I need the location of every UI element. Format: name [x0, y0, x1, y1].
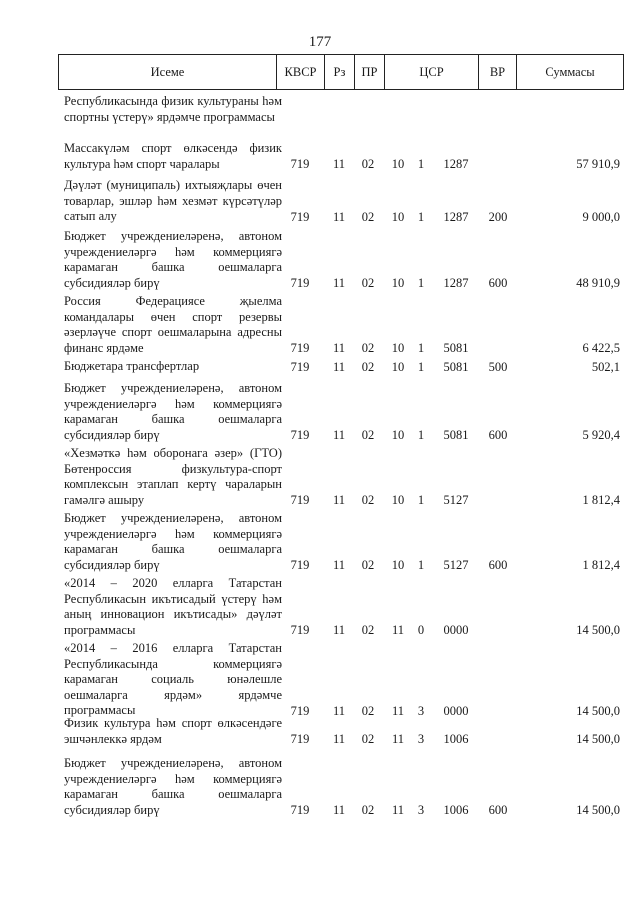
csr-part2-cell: 1 [417, 492, 425, 507]
row-name: Бюджет учреждениеләренә, автоном учреждениеләргә һәм коммерциягә карамаган башка оешмаларга субсидияләр бирү [64, 511, 282, 572]
table-row [0, 141, 640, 172]
pr-cell: 02 [361, 492, 375, 507]
csr-part1-cell: 10 [391, 209, 405, 224]
rz-cell: 11 [332, 209, 346, 224]
csr-part3-cell: 5081 [443, 340, 469, 355]
csr-part1-cell: 11 [391, 802, 405, 817]
row-name: Бюджет учреждениеләренә, автоном учреждениеләргә һәм коммерциягә карамаган башка оешмаларга субсидияләр бирү [64, 381, 282, 442]
csr-part2-cell: 1 [417, 427, 425, 442]
rz-cell: 11 [332, 340, 346, 355]
table-row [0, 294, 640, 356]
kvsr-cell: 719 [290, 492, 310, 507]
csr-part3-cell: 5081 [443, 359, 469, 374]
row-name: Бюджет учреждениеләренә, автоном учреждениеләргә һәм коммерциягә карамаган башка оешмаларга субсидияләр бирү [64, 756, 282, 817]
pr-cell: 02 [361, 427, 375, 442]
sum-cell: 14 500,0 [576, 703, 620, 718]
page-number: 177 [308, 34, 332, 50]
csr-part2-cell: 3 [417, 731, 425, 746]
table-row [0, 716, 640, 747]
csr-part2-cell: 1 [417, 359, 425, 374]
kvsr-cell: 719 [290, 359, 310, 374]
csr-part3-cell: 5127 [443, 492, 469, 507]
csr-part2-cell: 3 [417, 703, 425, 718]
csr-part2-cell: 0 [417, 622, 425, 637]
row-name: «2014 – 2020 елларга Татарстан Республикасын икътисадый үстерү һәм аның инновацион икътисады» дәүләт программасы [64, 576, 282, 637]
csr-part1-cell: 10 [391, 359, 405, 374]
csr-part2-cell: 1 [417, 275, 425, 290]
row-name: Бюджетара трансфертлар [64, 359, 200, 373]
csr-part3-cell: 1287 [443, 209, 469, 224]
csr-part2-cell: 1 [417, 209, 425, 224]
row-name: Республикасында физик культураны һәм спортны үстерү» ярдәмче программасы [64, 94, 282, 124]
sum-cell: 1 812,4 [582, 492, 620, 507]
rz-cell: 11 [332, 427, 346, 442]
csr-part3-cell: 1006 [443, 731, 469, 746]
table-header [58, 54, 624, 90]
header-vr: ВР [479, 55, 517, 89]
pr-cell: 02 [361, 156, 375, 171]
rz-cell: 11 [332, 802, 346, 817]
rz-cell: 11 [332, 703, 346, 718]
sum-cell: 57 910,9 [576, 156, 620, 171]
row-name: Физик культура һәм спорт өлкәсендәге эшчәнлеккә ярдәм [64, 716, 282, 746]
table-row [0, 446, 640, 508]
kvsr-cell: 719 [290, 802, 310, 817]
csr-part3-cell: 1006 [443, 802, 469, 817]
rz-cell: 11 [332, 156, 346, 171]
table-row [0, 576, 640, 638]
vr-cell: 600 [488, 802, 508, 817]
kvsr-cell: 719 [290, 703, 310, 718]
pr-cell: 02 [361, 557, 375, 572]
csr-part1-cell: 10 [391, 275, 405, 290]
table-row [0, 94, 640, 141]
csr-part2-cell: 3 [417, 802, 425, 817]
csr-part2-cell: 1 [417, 156, 425, 171]
sum-cell: 14 500,0 [576, 731, 620, 746]
row-name: «2014 – 2016 елларга Татарстан Республикасында коммерциягә карамаган социаль юнәлешле оешмаларга ярдәм» ярдәмче программасы [64, 641, 282, 717]
csr-part1-cell: 10 [391, 340, 405, 355]
vr-cell: 600 [488, 557, 508, 572]
vr-cell: 500 [488, 359, 508, 374]
csr-part1-cell: 10 [391, 427, 405, 442]
csr-part3-cell: 1287 [443, 275, 469, 290]
row-name: Дәүләт (муниципаль) ихтыяҗлары өчен товарлар, эшләр һәм хезмәт күрсәтүләр сатып алу [64, 178, 282, 223]
header-name: Исеме [59, 55, 277, 89]
sum-cell: 502,1 [591, 359, 620, 374]
sum-cell: 1 812,4 [582, 557, 620, 572]
sum-cell: 14 500,0 [576, 802, 620, 817]
csr-part3-cell: 5127 [443, 557, 469, 572]
sum-cell: 5 920,4 [582, 427, 620, 442]
csr-part1-cell: 10 [391, 492, 405, 507]
sum-cell: 14 500,0 [576, 622, 620, 637]
csr-part3-cell: 1287 [443, 156, 469, 171]
pr-cell: 02 [361, 622, 375, 637]
pr-cell: 02 [361, 340, 375, 355]
kvsr-cell: 719 [290, 557, 310, 572]
kvsr-cell: 719 [290, 156, 310, 171]
sum-cell: 48 910,9 [576, 275, 620, 290]
rz-cell: 11 [332, 622, 346, 637]
pr-cell: 02 [361, 731, 375, 746]
csr-part1-cell: 11 [391, 703, 405, 718]
header-kvsr: КВСР [277, 55, 325, 89]
pr-cell: 02 [361, 209, 375, 224]
header-rz: Рз [325, 55, 355, 89]
pr-cell: 02 [361, 275, 375, 290]
pr-cell: 02 [361, 802, 375, 817]
vr-cell: 600 [488, 275, 508, 290]
kvsr-cell: 719 [290, 209, 310, 224]
row-name: «Хезмәткә һәм оборонага әзер» (ГТО) Бөтенроссия физкультура-спорт комплексын этаплап кертү чараларын гамәлгә ашыру [64, 446, 282, 507]
kvsr-cell: 719 [290, 427, 310, 442]
row-name: Бюджет учреждениеләренә, автоном учреждениеләргә һәм коммерциягә карамаган башка оешмаларга субсидияләр бирү [64, 229, 282, 290]
csr-part1-cell: 10 [391, 557, 405, 572]
csr-part1-cell: 11 [391, 622, 405, 637]
rz-cell: 11 [332, 731, 346, 746]
csr-part2-cell: 1 [417, 557, 425, 572]
csr-part1-cell: 10 [391, 156, 405, 171]
sum-cell: 6 422,5 [582, 340, 620, 355]
table-row [0, 641, 640, 719]
rz-cell: 11 [332, 492, 346, 507]
vr-cell: 200 [488, 209, 508, 224]
csr-part3-cell: 0000 [443, 703, 469, 718]
rz-cell: 11 [332, 359, 346, 374]
table-row [0, 381, 640, 443]
header-pr: ПР [355, 55, 385, 89]
header-csr: ЦСР [385, 55, 479, 89]
pr-cell: 02 [361, 703, 375, 718]
kvsr-cell: 719 [290, 622, 310, 637]
row-name: Массакүләм спорт өлкәсендә физик культура һәм спорт чаралары [64, 141, 282, 171]
kvsr-cell: 719 [290, 340, 310, 355]
pr-cell: 02 [361, 359, 375, 374]
rz-cell: 11 [332, 275, 346, 290]
table-row [0, 756, 640, 818]
csr-part3-cell: 0000 [443, 622, 469, 637]
csr-part2-cell: 1 [417, 340, 425, 355]
sum-cell: 9 000,0 [582, 209, 620, 224]
kvsr-cell: 719 [290, 275, 310, 290]
table-row [0, 178, 640, 225]
table-row [0, 511, 640, 573]
header-sum: Суммасы [545, 65, 595, 79]
table-row [0, 229, 640, 291]
vr-cell: 600 [488, 427, 508, 442]
kvsr-cell: 719 [290, 731, 310, 746]
row-name: Россия Федерациясе җыелма командалары өчен спорт резервы әзерләүче спорт оешмаларына адресны финанс ярдәме [64, 294, 282, 355]
rz-cell: 11 [332, 557, 346, 572]
csr-part3-cell: 5081 [443, 427, 469, 442]
csr-part1-cell: 11 [391, 731, 405, 746]
table-row [0, 359, 640, 375]
